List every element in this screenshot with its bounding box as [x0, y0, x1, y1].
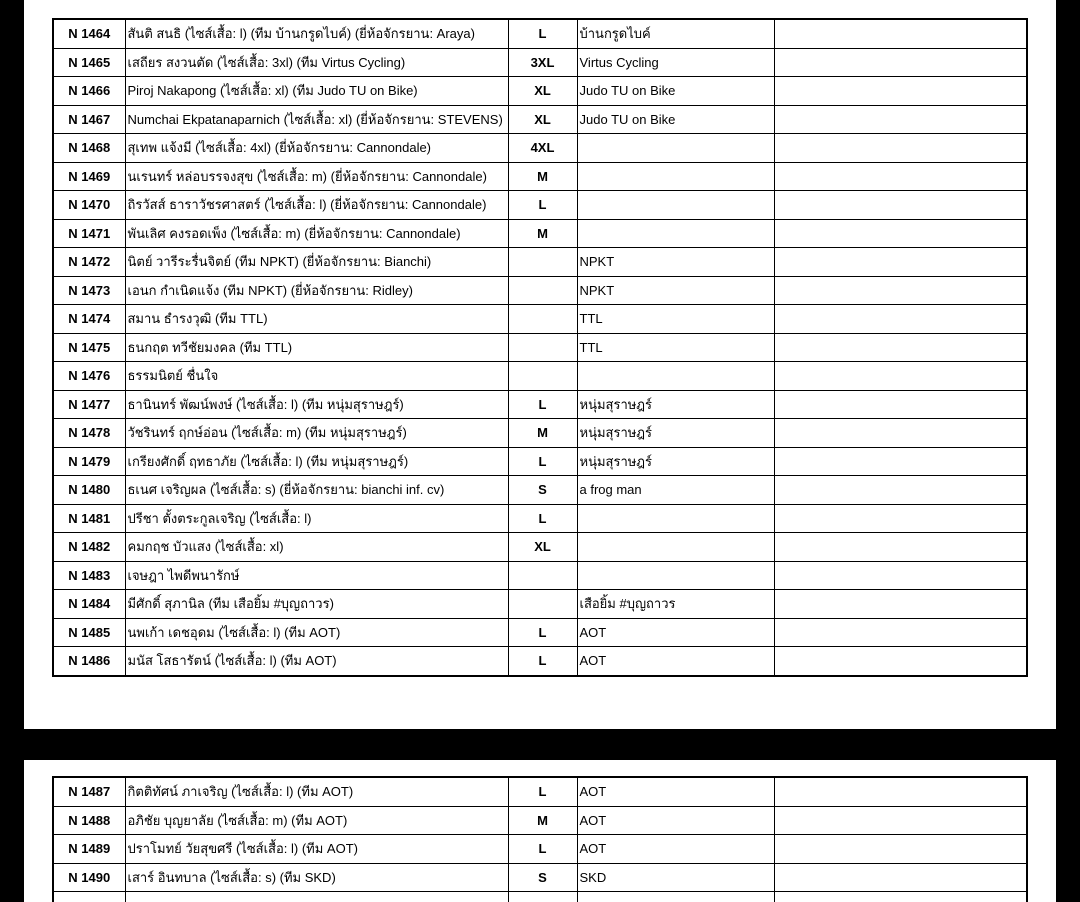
bib-number-cell: N 1486 — [53, 647, 125, 676]
note-cell — [774, 647, 1027, 676]
table-row — [53, 777, 1027, 806]
team-cell — [577, 533, 774, 562]
shirt-size-cell — [508, 561, 577, 590]
team-cell: AOT — [577, 618, 774, 647]
team-cell — [577, 362, 774, 391]
table-row — [53, 806, 1027, 835]
participant-name-cell: ธรรมนิตย์ ชื่นใจ — [125, 362, 508, 391]
shirt-size-cell: L — [508, 618, 577, 647]
table-row — [53, 305, 1027, 334]
team-cell: NPKT — [577, 248, 774, 277]
participant-name-cell — [125, 892, 508, 902]
table-row — [53, 892, 1027, 902]
table-row — [53, 219, 1027, 248]
team-cell: Judo TU on Bike — [577, 77, 774, 106]
table-row — [53, 162, 1027, 191]
team-cell: หนุ่มสุราษฎร์ — [577, 447, 774, 476]
table-row — [53, 447, 1027, 476]
participant-name-cell: อภิชัย บุญยาลัย (ไซส์เสื้อ: m) (ทีม AOT) — [125, 806, 508, 835]
table-row — [53, 191, 1027, 220]
shirt-size-cell: M — [508, 162, 577, 191]
bib-number-cell: N 1471 — [53, 219, 125, 248]
participant-name-cell: ธเนศ เจริญผล (ไซส์เสื้อ: s) (ยี่ห้อจักรยาน: bianchi inf. cv) — [125, 476, 508, 505]
note-cell — [774, 806, 1027, 835]
note-cell — [774, 191, 1027, 220]
table-row — [53, 647, 1027, 676]
table-row — [53, 105, 1027, 134]
team-cell: NPKT — [577, 276, 774, 305]
shirt-size-cell: L — [508, 447, 577, 476]
team-cell: หนุ่มสุราษฎร์ — [577, 390, 774, 419]
bib-number-cell: N 1469 — [53, 162, 125, 191]
table-row — [53, 863, 1027, 892]
participant-name-cell: มนัส โสธารัตน์ (ไซส์เสื้อ: l) (ทีม AOT) — [125, 647, 508, 676]
note-cell — [774, 333, 1027, 362]
shirt-size-cell — [508, 892, 577, 902]
participant-name-cell: เสถียร สงวนตัด (ไซส์เสื้อ: 3xl) (ทีม Virtus Cycling) — [125, 48, 508, 77]
note-cell — [774, 835, 1027, 864]
note-cell — [774, 561, 1027, 590]
shirt-size-cell: XL — [508, 105, 577, 134]
team-cell — [577, 162, 774, 191]
bib-number-cell: N 1484 — [53, 590, 125, 619]
participant-name-cell: สมาน ธำรงวุฒิ (ทีม TTL) — [125, 305, 508, 334]
participant-name-cell: พันเลิศ คงรอดเพ็ง (ไซส์เสื้อ: m) (ยี่ห้อจักรยาน: Cannondale) — [125, 219, 508, 248]
bib-number-cell: N 1478 — [53, 419, 125, 448]
shirt-size-cell: 4XL — [508, 134, 577, 163]
table-row — [53, 134, 1027, 163]
table-row — [53, 504, 1027, 533]
note-cell — [774, 134, 1027, 163]
shirt-size-cell — [508, 305, 577, 334]
participant-name-cell: เกรียงศักดิ์ ฤทธาภัย (ไซส์เสื้อ: l) (ทีม หนุ่มสุราษฎร์) — [125, 447, 508, 476]
shirt-size-cell: S — [508, 863, 577, 892]
participant-name-cell: สันติ สนธิ (ไซส์เสื้อ: l) (ทีม บ้านกรูดไบค์) (ยี่ห้อจักรยาน: Araya) — [125, 19, 508, 48]
bib-number-cell: N 1488 — [53, 806, 125, 835]
table-row — [53, 533, 1027, 562]
shirt-size-cell — [508, 333, 577, 362]
team-cell: หนุ่มสุราษฎร์ — [577, 419, 774, 448]
participant-name-cell: เสาร์ อินทบาล (ไซส์เสื้อ: s) (ทีม SKD) — [125, 863, 508, 892]
note-cell — [774, 19, 1027, 48]
note-cell — [774, 590, 1027, 619]
bib-number-cell: N 1464 — [53, 19, 125, 48]
table-row — [53, 248, 1027, 277]
bib-number-cell: N 1476 — [53, 362, 125, 391]
shirt-size-cell: L — [508, 835, 577, 864]
shirt-size-cell: S — [508, 476, 577, 505]
table-row — [53, 618, 1027, 647]
team-cell: Virtus Cycling — [577, 48, 774, 77]
shirt-size-cell — [508, 276, 577, 305]
bib-number-cell: N 1477 — [53, 390, 125, 419]
note-cell — [774, 863, 1027, 892]
note-cell — [774, 48, 1027, 77]
note-cell — [774, 618, 1027, 647]
shirt-size-cell — [508, 590, 577, 619]
document-page-1 — [24, 0, 1056, 729]
team-cell: เสือยิ้ม #บุญถาวร — [577, 590, 774, 619]
team-cell: SKD — [577, 863, 774, 892]
team-cell — [577, 191, 774, 220]
team-cell — [577, 134, 774, 163]
team-cell: AOT — [577, 835, 774, 864]
participant-name-cell: นิตย์ วารีระรื่นจิตย์ (ทีม NPKT) (ยี่ห้อจักรยาน: Bianchi) — [125, 248, 508, 277]
note-cell — [774, 305, 1027, 334]
note-cell — [774, 276, 1027, 305]
note-cell — [774, 533, 1027, 562]
bib-number-cell: N 1489 — [53, 835, 125, 864]
participant-name-cell: มีศักดิ์ สุภานิล (ทีม เสือยิ้ม #บุญถาวร) — [125, 590, 508, 619]
registration-table — [52, 18, 1028, 677]
shirt-size-cell: XL — [508, 77, 577, 106]
participant-name-cell: เอนก กำเนิดแจ้ง (ทีม NPKT) (ยี่ห้อจักรยาน: Ridley) — [125, 276, 508, 305]
bib-number-cell: N 1482 — [53, 533, 125, 562]
table-row — [53, 835, 1027, 864]
table-row — [53, 333, 1027, 362]
participant-name-cell: ปราโมทย์ วัยสุขศรี (ไซส์เสื้อ: l) (ทีม AOT) — [125, 835, 508, 864]
table-row — [53, 77, 1027, 106]
shirt-size-cell: L — [508, 777, 577, 806]
bib-number-cell: N 1490 — [53, 863, 125, 892]
participant-name-cell: เจษฎา ไพดีพนารักษ์ — [125, 561, 508, 590]
team-cell: TTL — [577, 305, 774, 334]
team-cell — [577, 892, 774, 902]
bib-number-cell: N 1474 — [53, 305, 125, 334]
shirt-size-cell: XL — [508, 533, 577, 562]
shirt-size-cell: M — [508, 806, 577, 835]
team-cell — [577, 561, 774, 590]
shirt-size-cell — [508, 248, 577, 277]
registration-table — [52, 776, 1028, 902]
bib-number-cell: N 1467 — [53, 105, 125, 134]
participant-name-cell: นพเก้า เดชอุดม (ไซส์เสื้อ: l) (ทีม AOT) — [125, 618, 508, 647]
table-row — [53, 390, 1027, 419]
participant-name-cell: ธนกฤต ทวีชัยมงคล (ทีม TTL) — [125, 333, 508, 362]
bib-number-cell: N 1468 — [53, 134, 125, 163]
bib-number-cell: N 1480 — [53, 476, 125, 505]
note-cell — [774, 419, 1027, 448]
shirt-size-cell — [508, 362, 577, 391]
team-cell — [577, 219, 774, 248]
note-cell — [774, 892, 1027, 902]
note-cell — [774, 390, 1027, 419]
table-row — [53, 276, 1027, 305]
team-cell: AOT — [577, 777, 774, 806]
table-row — [53, 48, 1027, 77]
participant-name-cell: สุเทพ แจ้งมี (ไซส์เสื้อ: 4xl) (ยี่ห้อจักรยาน: Cannondale) — [125, 134, 508, 163]
note-cell — [774, 105, 1027, 134]
bib-number-cell: N 1466 — [53, 77, 125, 106]
bib-number-cell — [53, 892, 125, 902]
shirt-size-cell: L — [508, 19, 577, 48]
participant-name-cell: ปรีชา ตั้งตระกูลเจริญ (ไซส์เสื้อ: l) — [125, 504, 508, 533]
shirt-size-cell: L — [508, 390, 577, 419]
bib-number-cell: N 1485 — [53, 618, 125, 647]
participant-name-cell: ถิรวัสส์ ธาราวัชรศาสตร์ (ไซส์เสื้อ: l) (ยี่ห้อจักรยาน: Cannondale) — [125, 191, 508, 220]
participant-name-cell: Piroj Nakapong (ไซส์เสื้อ: xl) (ทีม Judo TU on Bike) — [125, 77, 508, 106]
shirt-size-cell: M — [508, 419, 577, 448]
table-row — [53, 476, 1027, 505]
bib-number-cell: N 1470 — [53, 191, 125, 220]
team-cell — [577, 504, 774, 533]
bib-number-cell: N 1473 — [53, 276, 125, 305]
team-cell: a frog man — [577, 476, 774, 505]
shirt-size-cell: L — [508, 647, 577, 676]
team-cell: TTL — [577, 333, 774, 362]
shirt-size-cell: L — [508, 504, 577, 533]
note-cell — [774, 504, 1027, 533]
note-cell — [774, 447, 1027, 476]
participant-name-cell: คมกฤช บัวแสง (ไซส์เสื้อ: xl) — [125, 533, 508, 562]
table-row — [53, 362, 1027, 391]
note-cell — [774, 777, 1027, 806]
team-cell: Judo TU on Bike — [577, 105, 774, 134]
participant-name-cell: Numchai Ekpatanaparnich (ไซส์เสื้อ: xl) (ยี่ห้อจักรยาน: STEVENS) — [125, 105, 508, 134]
bib-number-cell: N 1475 — [53, 333, 125, 362]
participant-name-cell: นเรนทร์ หล่อบรรจงสุข (ไซส์เสื้อ: m) (ยี่ห้อจักรยาน: Cannondale) — [125, 162, 508, 191]
bib-number-cell: N 1487 — [53, 777, 125, 806]
table-row — [53, 590, 1027, 619]
note-cell — [774, 219, 1027, 248]
shirt-size-cell: 3XL — [508, 48, 577, 77]
note-cell — [774, 162, 1027, 191]
document-page-2 — [24, 760, 1056, 902]
shirt-size-cell: L — [508, 191, 577, 220]
shirt-size-cell: M — [508, 219, 577, 248]
team-cell: AOT — [577, 647, 774, 676]
team-cell: AOT — [577, 806, 774, 835]
bib-number-cell: N 1483 — [53, 561, 125, 590]
table-row — [53, 561, 1027, 590]
team-cell: บ้านกรูดไบค์ — [577, 19, 774, 48]
note-cell — [774, 362, 1027, 391]
table-row — [53, 19, 1027, 48]
note-cell — [774, 248, 1027, 277]
participant-name-cell: ธานินทร์ พัฒน์พงษ์ (ไซส์เสื้อ: l) (ทีม หนุ่มสุราษฎร์) — [125, 390, 508, 419]
bib-number-cell: N 1465 — [53, 48, 125, 77]
participant-name-cell: วัชรินทร์ ฤกษ์อ่อน (ไซส์เสื้อ: m) (ทีม หนุ่มสุราษฎร์) — [125, 419, 508, 448]
table-row — [53, 419, 1027, 448]
bib-number-cell: N 1479 — [53, 447, 125, 476]
participant-name-cell: กิตติทัศน์ ภาเจริญ (ไซส์เสื้อ: l) (ทีม AOT) — [125, 777, 508, 806]
bib-number-cell: N 1472 — [53, 248, 125, 277]
note-cell — [774, 77, 1027, 106]
bib-number-cell: N 1481 — [53, 504, 125, 533]
note-cell — [774, 476, 1027, 505]
